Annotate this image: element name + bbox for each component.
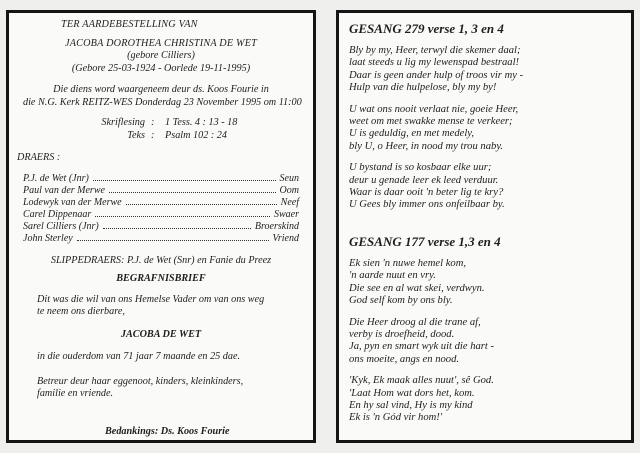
draer-row (23, 209, 299, 221)
verse-line: U is geduldig, en met medely, (349, 128, 475, 140)
verse-line: weet om met swakke mense te verkeer; (349, 116, 513, 128)
verse (349, 375, 621, 425)
draer-relation: Oom (279, 184, 299, 196)
verse-line: Bly by my, Heer, terwyl die skemer daal; (349, 45, 521, 56)
draer-row (23, 233, 299, 245)
mourn-line-1: Betreur deur haar eggenoot, kinders, kleinkinders, (37, 375, 244, 387)
funeral-program-left-panel (6, 10, 316, 443)
reading-value: 1 Tess. 4 : 13 - 18 (165, 117, 238, 128)
verse-line: verby is droefheid, dood. (349, 328, 455, 340)
verse-line: U Gees bly immer ons onfeilbaar by. (349, 199, 505, 211)
verse-line: Ek is 'n Gód vir hom!' (349, 412, 443, 424)
service-line-2: die N.G. Kerk REITZ-WES Donderdag 23 November 1995 om 11:00 (23, 96, 302, 108)
song-1 (349, 21, 621, 212)
draer-name: John Sterley (23, 232, 73, 244)
service-line-1: Die diens word waargeneem deur ds. Koos Fourie in (53, 84, 269, 95)
leader-dots (126, 204, 277, 205)
verse-line: Hulp van die hulpelose, bly my by! (349, 82, 497, 94)
slippedraers: SLIPPEDRAERS: P.J. de Wet (Snr) en Fanie du Preez (50, 254, 272, 266)
reading-row (17, 117, 305, 130)
verse-line: Ek sien 'n nuwe hemel kom, (349, 257, 466, 269)
verse-line: Daar is geen ander hulp of troos vir my - (349, 69, 524, 81)
leader-dots (77, 240, 269, 241)
leader-dots (95, 216, 270, 217)
begrafnisbrief-heading: BEGRAFNISBRIEF (116, 273, 206, 284)
heading: TER AARDEBESTELLING VAN (61, 19, 198, 30)
verse (349, 104, 621, 154)
draer-row (23, 197, 299, 209)
reading-label: Skriflesing (101, 117, 145, 128)
song-title: GESANG 279 verse 1, 3 en 4 (349, 21, 504, 36)
draer-name: P.J. de Wet (Jnr) (23, 172, 89, 184)
leader-dots (93, 180, 276, 181)
verse-line: bly U, o Heer, in nood my trou naby. (349, 140, 504, 152)
draer-name: Paul van der Merwe (23, 184, 105, 196)
verse (349, 258, 621, 308)
draers-heading: DRAERS : (17, 152, 61, 163)
song-title: GESANG 177 verse 1,3 en 4 (349, 233, 501, 249)
draer-relation: Seun (279, 172, 299, 184)
verse-line: deur u genade leer ek leed verduur. (349, 174, 499, 186)
leader-dots (103, 228, 251, 229)
brief-line-2: te neem ons dierbare, (37, 306, 125, 317)
brief-name: JACOBA DE WET (120, 328, 202, 340)
draer-row (23, 221, 299, 233)
draer-name: Sarel Cilliers (Jnr) (23, 220, 99, 232)
verse (349, 317, 621, 367)
verse-line: 'Laat Hom wat dors het, kom. (349, 387, 475, 399)
verse (349, 45, 621, 95)
verse-line: Waar is daar ooit 'n beter lig te kry? (349, 187, 504, 199)
draer-relation: Neef (280, 196, 299, 208)
song-2 (349, 234, 621, 425)
verse-line: U bystand is so kosbaar elke uur; (349, 162, 492, 174)
verse-line: ons moeite, angs en nood. (349, 353, 460, 365)
verse-line: Die Heer droog al die trane af, (349, 316, 481, 328)
verse-line: laat steeds u lig my lewenspad bestraal! (349, 57, 520, 69)
deceased-name: JACOBA DOROTHEA CHRISTINA DE WET (64, 37, 258, 49)
leader-dots (109, 192, 276, 193)
verse-line: U wat ons nooit verlaat nie, goeie Heer, (349, 103, 519, 115)
brief-line-1: Dit was die wil van ons Hemelse Vader om van ons weg (37, 293, 265, 305)
text-colon: : (151, 129, 155, 141)
brief-age: in die ouderdom van 71 jaar 7 maande en 25 dae. (37, 351, 241, 362)
thanks: Bedankings: Ds. Koos Fourie (105, 425, 230, 437)
verse-line: Die see en al wat skei, verdwyn. (349, 282, 485, 294)
verse-line: Ja, pyn en smart wyk uit die hart - (349, 341, 495, 353)
mourn-line-2: familie en vriende. (37, 388, 114, 399)
funeral-program-right-panel (336, 10, 634, 443)
draer-relation: Swaer (274, 208, 299, 220)
draer-relation: Vriend (272, 232, 299, 244)
text-row (17, 130, 305, 143)
draer-relation: Broerskind (254, 220, 299, 232)
draer-name: Carel Dippenaar (23, 208, 92, 220)
draers-list (17, 173, 305, 245)
life-dates: (Gebore 25-03-1924 - Oorlede 19-11-1995) (71, 62, 251, 74)
draer-name: Lodewyk van der Merwe (23, 196, 122, 208)
text-value: Psalm 102 : 24 (165, 129, 227, 141)
text-label: Teks (127, 129, 145, 141)
maiden-name: (gebore Cilliers) (127, 50, 195, 61)
verse-line: En hy sal vind, Hy is my kind (349, 399, 473, 411)
reading-colon: : (151, 117, 155, 128)
draer-row (23, 185, 299, 197)
draer-row (23, 173, 299, 185)
verse-line: God self kom by ons bly. (349, 295, 453, 307)
verse-line: 'Kyk, Ek maak alles nuut', sê God. (349, 375, 494, 387)
verse (349, 162, 621, 212)
verse-line: 'n aarde nuut en vry. (349, 270, 436, 282)
